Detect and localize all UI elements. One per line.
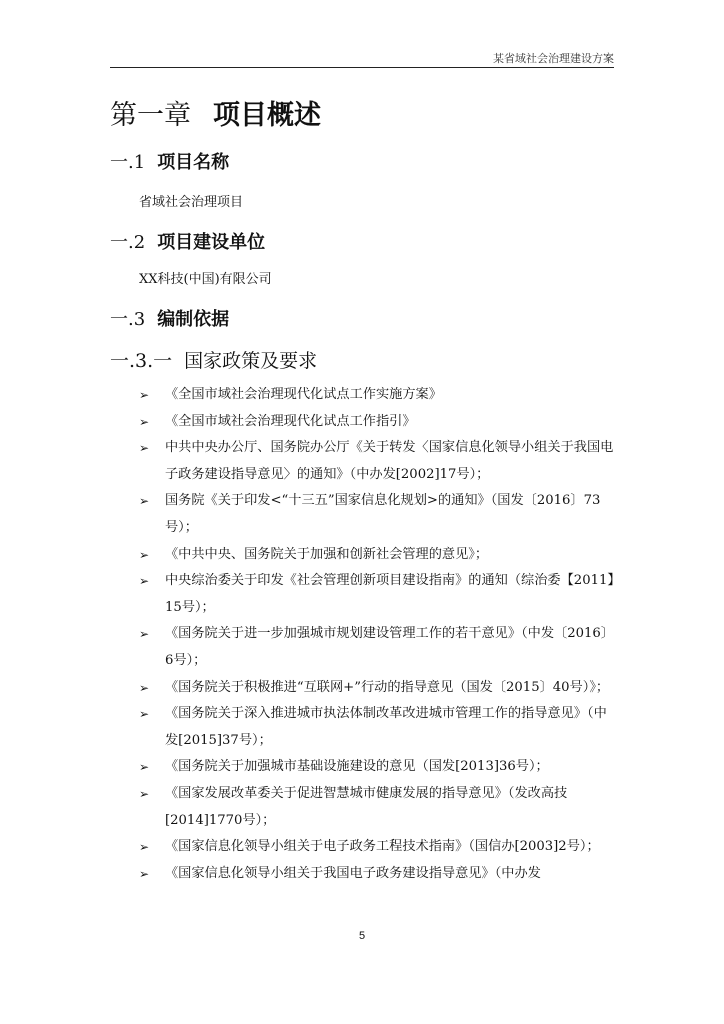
section-number: 一.1 <box>110 152 146 173</box>
section-number: 一.3 <box>110 309 146 330</box>
section-number: 一.2 <box>110 232 146 253</box>
list-item <box>139 568 619 621</box>
list-item-text: 《国家信息化领导小组关于我国电子政务建设指导意见》（中办发 <box>165 865 541 881</box>
arrow-bullet-icon: ➢ <box>139 760 150 775</box>
section-title: 编制依据 <box>157 309 230 330</box>
arrow-bullet-icon: ➢ <box>139 680 150 695</box>
list-item <box>139 834 619 861</box>
list-item <box>139 488 619 541</box>
arrow-bullet-icon: ➢ <box>139 574 150 589</box>
list-item-text: 中央综治委关于印发《社会管理创新项目建设指南》的通知（综治委【2011】15号）； <box>165 573 614 615</box>
list-item <box>139 542 619 569</box>
chapter-title: 项目概述 <box>213 100 321 131</box>
arrow-bullet-icon: ➢ <box>139 494 150 509</box>
arrow-bullet-icon: ➢ <box>139 547 150 562</box>
section-title: 项目建设单位 <box>157 232 266 253</box>
list-item-text: 《国家发展改革委关于促进智慧城市健康发展的指导意见》（发改高技[2014]1770号）； <box>165 785 568 828</box>
arrow-bullet-icon: ➢ <box>139 786 150 801</box>
chapter-heading <box>110 93 321 132</box>
section-body-2: XX科技(中国)有限公司 <box>139 272 272 287</box>
list-item <box>139 675 619 702</box>
arrow-bullet-icon: ➢ <box>139 414 150 429</box>
arrow-bullet-icon: ➢ <box>139 866 150 881</box>
list-item-text: 国务院《关于印发<“十三五”国家信息化规划>的通知》（国发〔2016〕73号）； <box>165 493 601 535</box>
arrow-bullet-icon: ➢ <box>139 627 150 642</box>
chapter-number: 第一章 <box>110 100 191 131</box>
section-heading-3 <box>110 305 229 331</box>
list-item-text: 《国务院关于进一步加强城市规划建设管理工作的若干意见》（中发〔2016〕6号）； <box>165 626 614 668</box>
list-item-text: 《全国市域社会治理现代化试点工作实施方案》 <box>165 387 442 402</box>
section-heading-1 <box>110 148 229 174</box>
list-item <box>139 409 619 436</box>
list-item <box>139 382 619 409</box>
section-heading-2 <box>110 228 265 254</box>
list-item-text: 《全国市域社会治理现代化试点工作指引》 <box>165 413 416 429</box>
arrow-bullet-icon: ➢ <box>139 707 150 722</box>
list-item <box>139 435 619 488</box>
list-item-text: 中共中央办公厅、国务院办公厅《关于转发〈国家信息化领导小组关于我国电子政务建设指导意见〉的通知》（中办发[2002]17号）； <box>165 440 614 482</box>
list-item <box>139 701 619 754</box>
section-title: 项目名称 <box>157 152 230 173</box>
list-item-text: 《国务院关于积极推进“互联网+”行动的指导意见（国发〔2015〕40号）》； <box>165 679 610 695</box>
list-item <box>139 861 619 888</box>
subsection-heading <box>110 346 317 373</box>
section-body-1: 省域社会治理项目 <box>139 195 244 210</box>
list-item <box>139 781 619 834</box>
arrow-bullet-icon: ➢ <box>139 388 150 402</box>
arrow-bullet-icon: ➢ <box>139 441 150 456</box>
list-item-text: 《国务院关于加强城市基础设施建设的意见（国发[2013]36号）； <box>165 759 549 775</box>
arrow-bullet-icon: ➢ <box>139 840 150 855</box>
list-item <box>139 754 619 781</box>
header-title: 某省域社会治理建设方案 <box>493 52 614 65</box>
list-item-text: 《国家信息化领导小组关于电子政务工程技术指南》（国信办[2003]2号）； <box>165 839 600 855</box>
list-item-text: 《国务院关于深入推进城市执法体制改革改进城市管理工作的指导意见》（中发[2015]37号）； <box>165 706 607 748</box>
page-header <box>110 49 614 68</box>
policy-list <box>139 382 619 887</box>
subsection-number: 一.3.一 <box>110 350 173 372</box>
list-item <box>139 621 619 674</box>
page-number: 5 <box>358 930 366 942</box>
subsection-title: 国家政策及要求 <box>184 350 318 372</box>
list-item-text: 《中共中央、国务院关于加强和创新社会管理的意见》； <box>165 546 489 562</box>
